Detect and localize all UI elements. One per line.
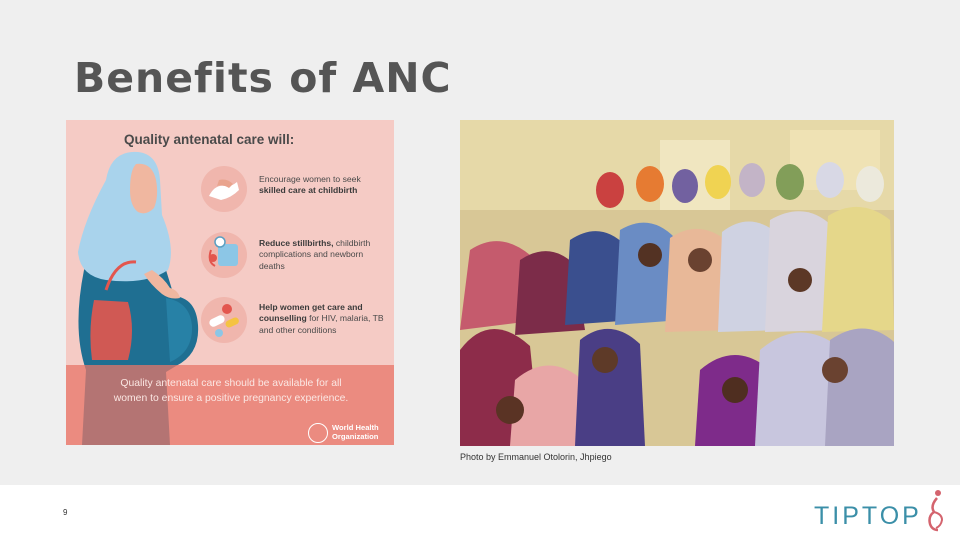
bullet-help-women-care: Help women get care and counselling for HIV, malaria, TB and other conditions bbox=[259, 302, 384, 335]
photo-women-group bbox=[460, 120, 894, 446]
tiptop-logo-text: TIPTOP bbox=[814, 502, 922, 530]
hands-icon bbox=[201, 166, 247, 212]
pills-icon bbox=[201, 297, 247, 343]
who-anc-infographic bbox=[66, 120, 394, 445]
infographic-footer bbox=[66, 365, 394, 445]
infographic-heading: Quality antenatal care will: bbox=[124, 132, 295, 147]
stethoscope-scale-icon bbox=[201, 232, 247, 278]
bullet-skilled-care: Encourage women to seek skilled care at childbirth bbox=[259, 174, 361, 196]
tiptop-logo bbox=[814, 488, 950, 532]
bullet-reduce-stillbirths: Reduce stillbirths, childbirth complications and newborn deaths bbox=[259, 238, 371, 271]
who-logo bbox=[308, 423, 392, 443]
page-number: 9 bbox=[63, 508, 68, 517]
who-emblem-icon bbox=[308, 423, 328, 443]
who-logo-text: World Health Organization bbox=[332, 423, 379, 441]
slide-title: Benefits of ANC bbox=[74, 54, 452, 102]
pregnant-silhouette-icon bbox=[922, 488, 950, 532]
infographic-footer-text: Quality antenatal care should be available for all women to ensure a positive pregnancy experience. bbox=[113, 378, 349, 404]
photo-caption: Photo by Emmanuel Otolorin, Jhpiego bbox=[460, 452, 612, 462]
